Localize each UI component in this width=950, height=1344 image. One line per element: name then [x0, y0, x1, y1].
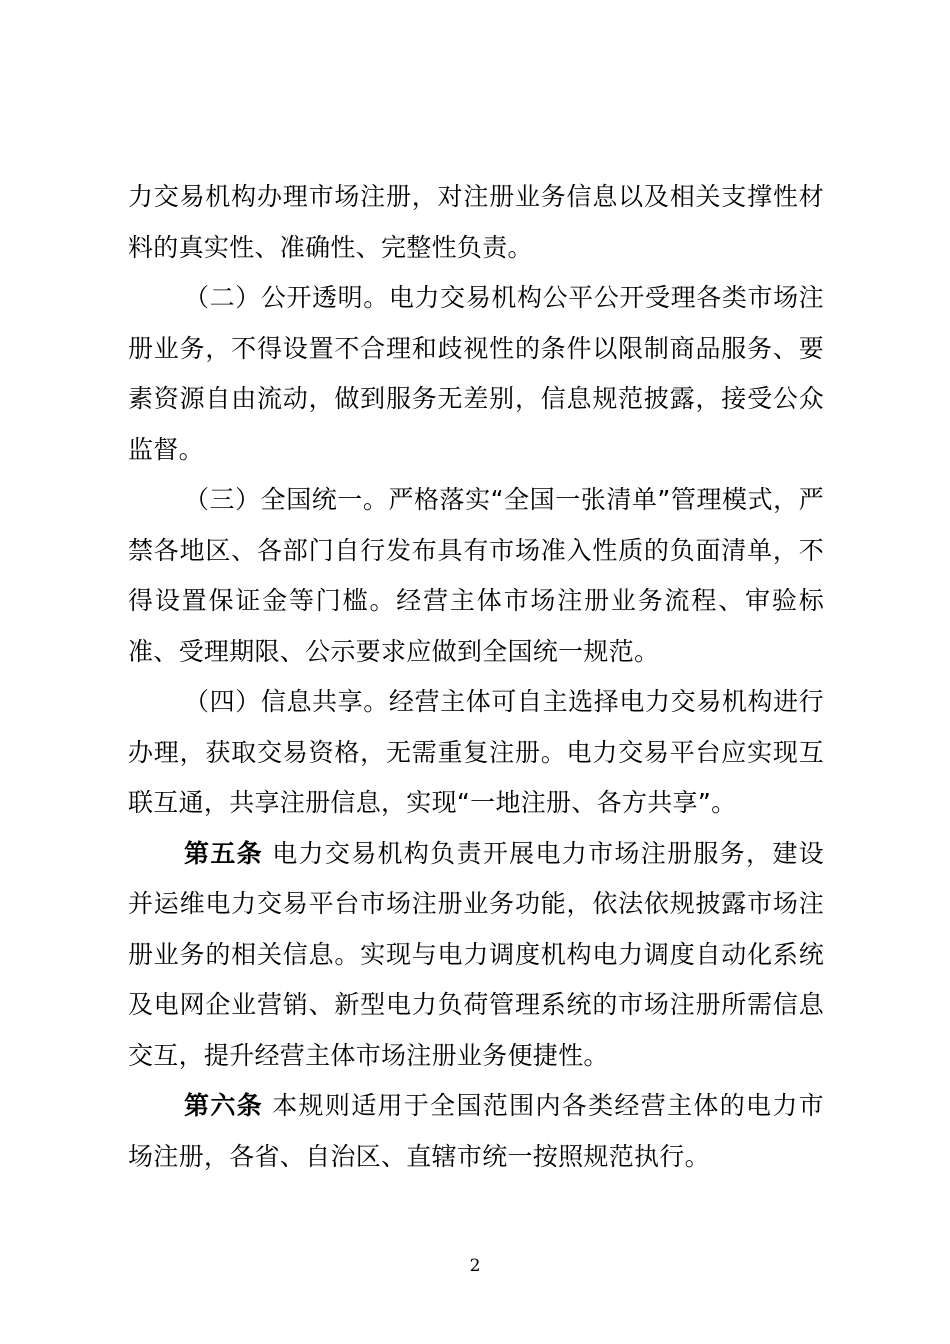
article-label: 第六条: [184, 1091, 263, 1120]
paragraph-text: 力交易机构办理市场注册，对注册业务信息以及相关支撑性材料的真实性、准确性、完整性负责。: [128, 182, 824, 262]
document-body: [128, 172, 824, 1182]
paragraph-open-transparent: [128, 273, 824, 475]
paragraph-text: 电力交易机构负责开展电力市场注册服务，建设并运维电力交易平台市场注册业务功能，依法依规披露市场注册业务的相关信息。实现与电力调度机构电力调度自动化系统及电网企业营销、新型电力负荷管理系统的市场注册所需信息交互，提升经营主体市场注册业务便捷性。: [128, 838, 824, 1070]
page-number: 2: [469, 1256, 481, 1276]
paragraph-text: （四）信息共享。经营主体可自主选择电力交易机构进行办理，获取交易资格，无需重复注册。电力交易平台应实现互联互通，共享注册信息，实现“一地注册、各方共享”。: [128, 687, 824, 817]
paragraph-info-sharing: [128, 677, 824, 829]
paragraph-article-5: [128, 829, 824, 1082]
paragraph-text: （三）全国统一。严格落实“全国一张清单”管理模式，严禁各地区、各部门自行发布具有市场准入性质的负面清单，不得设置保证金等门槛。经营主体市场注册业务流程、审验标准、受理期限、公示要求应做到全国统一规范。: [128, 485, 824, 666]
article-label: 第五条: [184, 838, 263, 868]
paragraph-article-6: [128, 1081, 824, 1182]
paragraph-text: （二）公开透明。电力交易机构公平公开受理各类市场注册业务，不得设置不合理和歧视性的条件以限制商品服务、要素资源自由流动，做到服务无差别，信息规范披露，接受公众监督。: [128, 283, 824, 464]
paragraph-continuation: [128, 172, 824, 273]
paragraph-text: 本规则适用于全国范围内各类经营主体的电力市场注册，各省、自治区、直辖市统一按照规范执行。: [128, 1091, 824, 1171]
paragraph-national-unified: [128, 475, 824, 677]
